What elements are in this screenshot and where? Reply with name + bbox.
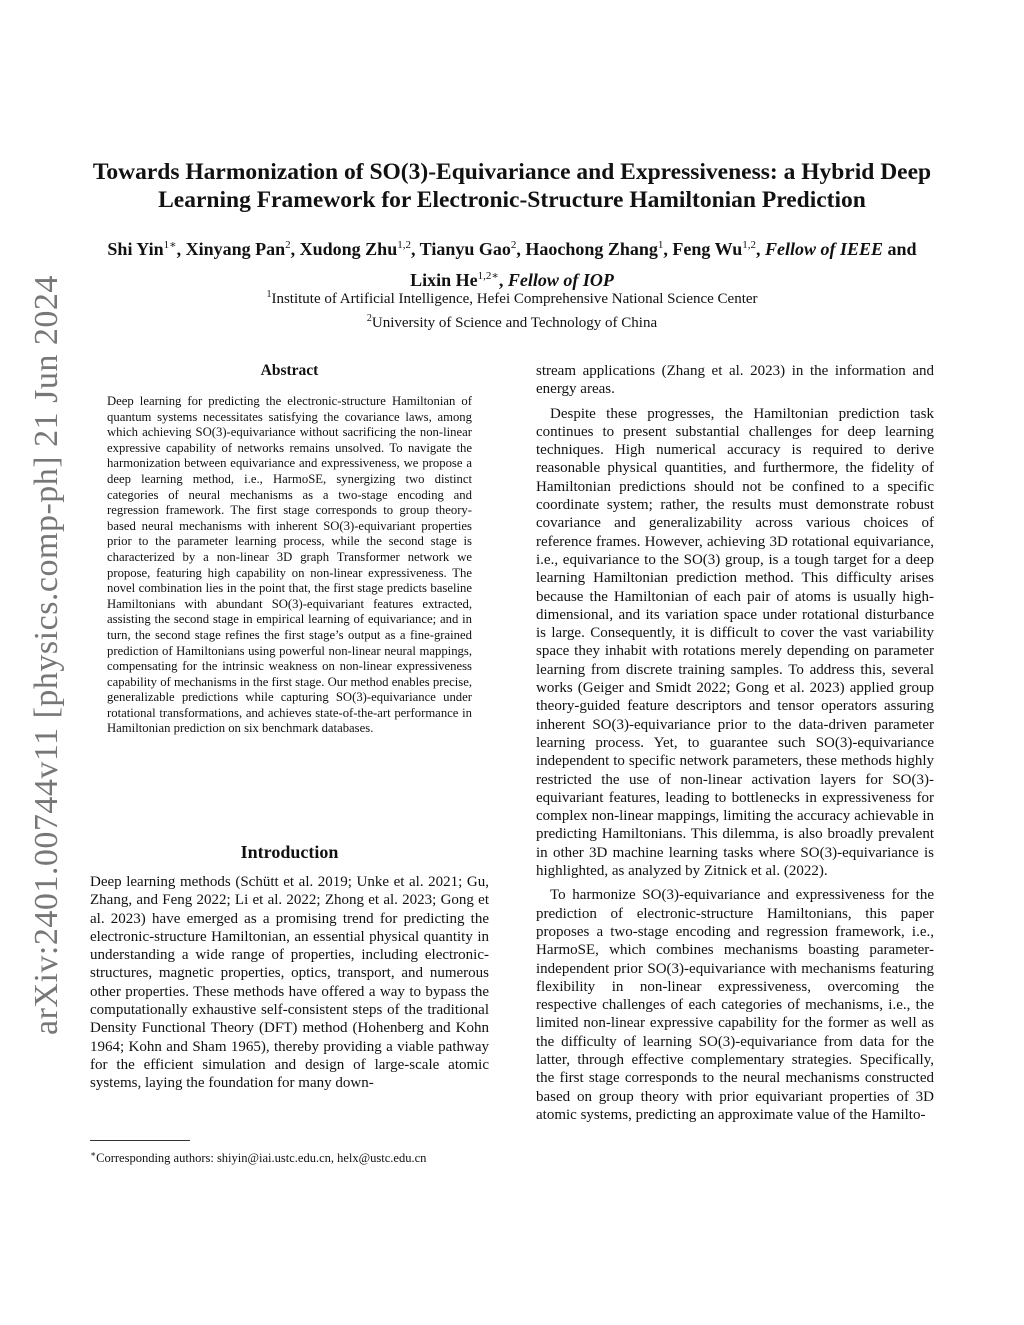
affiliation-2: $^2$University of Science and Technology of China [366,313,658,331]
introduction-paragraph: Deep learning methods (Schütt et al. 2019; Unke et al. 2021; Gu, Zhang, and Feng 2022; Li et al. 2022; Zhong et al. 2023; Gong et al. 2023) have emerged as a promising trend for predicting the electronic-structure Hamiltonian, an essential physical quantity in understanding a wide range of properties, including electronic-structures, magnetic properties, optics, transport, and numerous other properties. These methods have offered a way to bypass the computationally exhaustive self-consistent steps of the traditional Density Functional Theory (DFT) method (Hohenberg and Kohn 1964; Kohn and Sham 1965), thereby providing a viable pathway for the efficient simulation and design of large-scale atomic systems, laying the foundation for many down- [90,874,489,1092]
affiliations [90,285,934,333]
arxiv-identifier: arXiv:2401.00744v11 [physics.comp-ph] 21 Jun 2024 [28,275,65,1035]
author-feng-wu: Feng Wu$^{1,2}$, [672,239,766,259]
abstract-section [90,362,489,842]
author-xudong-zhu: Xudong Zhu$^{1,2}$, [299,239,420,259]
author-lixin-he: Lixin $He^{1,2∗}$, [410,270,508,290]
author-shi-yin: Shi Yin$^{1∗}$, [107,239,186,259]
paragraph-harmoise: To harmonize SO(3)-equivariance and expressiveness for the prediction of electronic-structure Hamiltonians, this paper proposes a two-stage encoding and regression framework, i.e., HarmoSE, which combines mechanisms boasting parameter-independent prior SO(3)-equivariance with mechanisms featuring flexibility in non-linear expressiveness, overcoming the respective challenges of each categories of mechanisms, i.e., the limited non-linear expressive capability for the former as well as the difficulty of learning SO(3)-equivariance from data for the latter, through effective complementary strategies. Specifically, the first stage corresponds to the neural mechanisms constructed based on group theory with prior equivariant properties of 3D atomic systems, predicting an approximate value of the Hamilto- [536,887,934,1123]
footnote-divider [90,1140,190,1141]
affiliation-1: $^1$Institute of Artificial Intelligence, Hefei Comprehensive National Science Center [266,289,758,307]
left-column [90,362,489,1093]
paragraph-continuation: stream applications (Zhang et al. 2023) in the information and energy areas. [536,363,934,398]
introduction-section [90,842,489,1093]
fellow-ieee: Fellow of IEEE and [765,239,917,259]
right-column [536,362,934,1130]
author-tianyu-gao: Tianyu Gao$^2$, [419,239,526,259]
fellow-iop: Fellow of IOP [507,270,614,290]
paragraph-challenges: Despite these progresses, the Hamiltonian prediction task continues to present substantial challenges for deep learning techniques. High numerical accuracy is required to derive reasonable physical quantities, and furthermore, the fidelity of Hamiltonian predictions should not be confined to a specific coordinate system; rather, the results must demonstrate robust covariance and generalizability across various choices of reference frames. However, achieving 3D rotational equivariance, i.e., equivariance to the SO(3) group, is a tough target for a deep learning Hamiltonian prediction method. This difficulty arises because the Hamiltonian of each pair of atoms is usually high-dimensional, and its variation space under rotational disturbance is large. Consequently, it is difficult to cover the vast variability space they inhabit with rotations merely depending on parameter learning from discrete training samples. To address this, several works (Geiger and Smidt 2022; Gong et al. 2023) applied group theory-guided feature descriptors and tensor operators assuring inherent SO(3)-equivariance prior to the data-driven parameter learning process. Yet, to guarantee such SO(3)-equivariance independent to specific network parameters, these methods highly restricted the use of non-linear activation layers for SO(3)-equivariant features, leading to bottlenecks in expressiveness for complex non-linear mappings, limiting the accuracy achievable in predicting Hamiltonians. This dilemma, is also broadly prevalent in other 3D machine learning tasks where SO(3)-equivariance is highlighted, as analyzed by Zitnick et al. (2022). [536,405,934,880]
paper-title: Towards Harmonization of SO(3)-Equivariance and Expressiveness: a Hybrid Deep Learning Framework for Electronic-Structure Hamiltonian Prediction [92,159,932,213]
footnote-corresponding-authors: ∗Corresponding authors: shiyin@iai.ustc.edu.cn, helx@ustc.edu.cn [90,1149,427,1166]
abstract-text: Deep learning for predicting the electronic-structure Hamiltonian of quantum systems necessitates satisfying the covariance laws, among which achieving SO(3)-equivariance without sacrificing the non-linear expressive capability of networks remains unsolved. To navigate the harmonization between equivariance and expressiveness, we propose a deep learning method, i.e., HarmoSE, synergizing two distinct categories of neural mechanisms as a two-stage encoding and regression framework. The first stage corresponds to group theory-based neural mechanisms with inherent SO(3)-equivariant properties prior to the parameter learning process, while the second stage is characterized by a non-linear 3D graph Transformer network we propose, featuring high capability on non-linear expressiveness. The novel combination lies in the point that, the first stage predicts baseline Hamiltonians with abundant SO(3)-equivariant features extracted, assisting the second stage in empirical learning of equivariance; and in turn, the second stage refines the first stage’s output as a fine-grained prediction of Hamiltonians using powerful non-linear neural mappings, compensating for the intrinsic weakness on non-linear expressiveness capability of mechanisms in the first stage. Our method enables precise, generalizable predictions while capturing SO(3)-equivariance under rotational transformations, and achieves state-of-the-art performance in Hamiltonian prediction on six benchmark databases. [107,394,473,736]
author-haochong-zhang: Haochong Zhang$^1$, [525,239,673,259]
abstract-heading: Abstract [260,362,319,379]
author-xinyang-pan: Xinyang Pan$^2$, [185,239,300,259]
introduction-heading: Introduction [240,842,339,862]
